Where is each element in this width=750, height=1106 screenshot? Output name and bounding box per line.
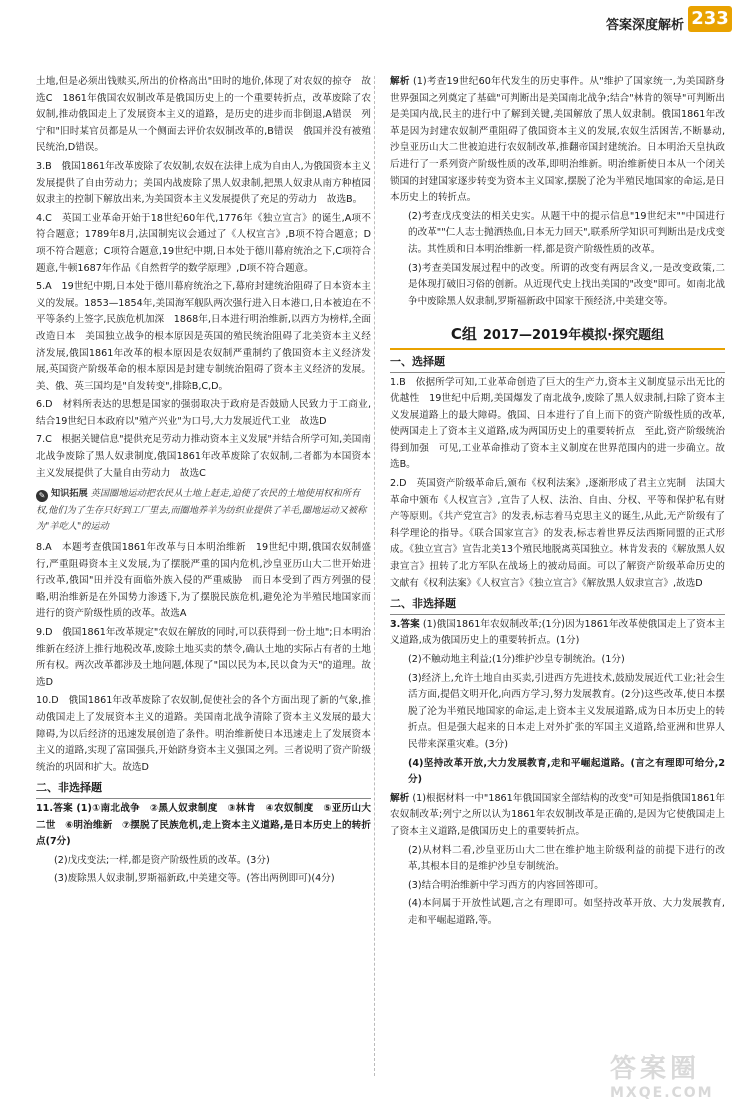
group-title-text: 2017—2019年模拟·探究题组 xyxy=(482,328,665,344)
answer-4: 4.C 英国工业革命开始于18世纪60年代,1776年《独立宣言》的诞生,A项不符合题意；1789年8月,法国制宪议会通过了《人权宣言》,B项不符合题意；D项不符合题意；C项符合题意,19世纪中期,日本处于德川幕府统治之下,C项符合题意,牛顿1687年作品《自然哲学的数学原理》,D项不符合题意。 xyxy=(36,212,371,274)
note-text: 英国圈地运动把农民从土地上赶走,迫使了农民的土地使用权和所有权,他们为了生存只好到工厂里去,而圈地养羊为纺织业提供了羊毛,圈地运动又被称为"羊吃人"的运动 xyxy=(36,488,367,533)
page-number: 233 xyxy=(688,6,732,32)
knowledge-icon: ✎ xyxy=(36,490,48,502)
group-c-title xyxy=(390,326,725,350)
page-header xyxy=(0,0,750,40)
answer-continued: 土地,但是必须出钱赎买,所出的价格高出"田时的地价,体现了对农奴的掠夺 故选C 1861年俄国农奴制改革是俄国历史上的一个重要转折点，改革废除了农奴制,推动俄国走上了发展资本主义的道路，是历史的进步而非倒退,A错误 列宁和"旧时某官员都是从一个侧面去评价农奴制改革的,B错误 俄国并没有被殖民统治,D错误。 xyxy=(36,76,371,154)
c-analysis-4: (4)本问属于开放性试题,言之有理即可。如坚持改革开放、大力发展教育,走和平崛起道路,等。 xyxy=(408,898,725,926)
section-nonchoice: 二、非选择题 xyxy=(36,780,371,799)
answer-11-part3: (3)废除黑人奴隶制,罗斯福新政,中美建交等。(答出两例即可)(4分) xyxy=(54,873,335,885)
analysis-label: 解析 xyxy=(390,76,410,87)
c-answer-3-part4: (4)坚持改革开放,大力发展教育,走和平崛起道路。(言之有理即可给分,2分) xyxy=(408,757,725,786)
watermark-line1: 答案圈 xyxy=(610,1054,701,1084)
c-answer-3-label: 3.答案 xyxy=(390,618,420,630)
answer-9: 9.D 俄国1861年改革规定"农奴在解放的同时,可以获得到一份土地";日本明治维新在经济上推行地税改革,废除土地买卖的禁令,确认土地的实际占有者的土地所有权。两次改革都涉及土地问题,体现了"国以民为本,民以食为天"的道理。故选D xyxy=(36,627,371,688)
c-answer-3-part1: (1)俄国1861年农奴制改革;(1分)因为1861年改革使俄国走上了资本主义道路,成为俄国历史上的重要转折点。(1分) xyxy=(390,618,725,647)
c-answer-3-part3: (3)经济上,允许土地自由买卖,引进西方先进技术,鼓励发展近代工业;社会生活方面,提倡文明开化,向西方学习,努力发展教育。(2分)这些改革,使日本摆脱了沦为半殖民地国家的命运,走上资本主义发展道路,成为日本历史上的转折点。但是强大起来的日本走上对外扩张的军国主义道路,给亚洲和世界人民带来深重灾难。(3分) xyxy=(408,672,725,750)
c-answer-3-part2: (2)不触动地主利益;(1分)维护沙皇专制统治。(1分) xyxy=(408,654,625,665)
knowledge-note xyxy=(36,485,371,537)
header-title: 答案深度解析 xyxy=(605,18,684,33)
section-nonchoice-c: 二、非选择题 xyxy=(390,596,725,615)
analysis-2: (2)考查戊戌变法的相关史实。从题干中的提示信息"19世纪末""中国进行的改革""仁人志士抛洒热血,日本无力回天",联系所学知识可判断出是戊戌变法。其性质和日本明治维新一样,都是资产阶级性质的改革。 xyxy=(408,210,725,255)
analysis-3: (3)考查美国发展过程中的改变。所谓的改变有两层含义,一是改变政策,二是体现打破旧习俗的创新。从近现代史上找出美国的"改变"即可。如南北战争中废除黑人奴隶制,罗斯福新政中国家干预经济,中美建交等。 xyxy=(408,262,725,307)
section-choice: 一、选择题 xyxy=(390,354,725,373)
c-answer-2: 2.D 英国资产阶级革命后,颁布《权利法案》,逐渐形成了君主立宪制 法国大革命中颁布《人权宣言》,宣告了人权、法治、自由、分权、平等和保护私有财产等原则。《共产党宣言》的发表,标志着马克思主义的诞生,从此,无产阶级有了科学理论的指导。《联合国家宣言》的发表,标志着世界反法西斯同盟的正式形成。《独立宣言》宣告北美13个殖民地脱离英国独立。林肯发表的《解放黑人奴隶宣言》扭转了北方军队在战场上的被动局面。可以了解资产阶级革命历史的文献有《权利法案》《人权宣言》《独立宣言》《解放黑人奴隶宣言》,故选D xyxy=(390,478,725,589)
analysis-1-text: (1)考查19世纪60年代发生的历史事件。从"维护了国家统一,为美国跻身世界强国之列奠定了基础"可判断出是美国南北战争;结合"林肯的领导"可判断出是美国内战,民主的进行中了解到关键,美国解放了黑人奴隶制。俄国1861年改革是因为封建农奴制严重阻碍了俄国资本主义的发展,农奴生活困苦,不断暴动,沙皇亚历山大二世被迫进行农奴制改革,推翻帝国封建统治。日本明治天皇执政后进行了一系列资产阶级性质的改革,即明治维新。明治维新使日本从一个闭关锁国的封建国家逐步转变为资本主义国家,摆脱了沦为半殖民地国家的命运,是日本历史上的转折点。 xyxy=(390,76,726,204)
left-column xyxy=(36,74,371,890)
answer-7: 7.C 根据关键信息"提供充足劳动力推动资本主义发展"并结合所学可知,美国南北战争废除了黑人奴隶制度,俄国1861年改革废除了农奴制,二者都为本国资本主义发展提供了大量自由劳动力 故选C xyxy=(36,434,371,479)
column-divider xyxy=(374,76,376,1076)
c-analysis-1 xyxy=(390,791,725,841)
c-analysis-1-text: (1)根据材料一中"1861年俄国国家全部结构的改变"可知是指俄国1861年农奴制改革;列宁之所以认为1861年农奴制改革是正确的,是因为它使俄国走上了资本主义道路,是俄国历史上的重要转折点。 xyxy=(390,792,725,837)
c-analysis-label: 解析 xyxy=(390,792,410,804)
group-letter: C组 xyxy=(450,325,477,344)
answer-5: 5.A 19世纪中期,日本处于德川幕府统治之下,幕府封建统治阻碍了日本资本主义的发展。1853—1854年,美国海军舰队两次强行进入日本港口,日本被迫在不平等条约上签字,民族危机加深 1868年,日本进行明治维新,以西方为榜样,全面改造日本 美国独立战争的根本原因是英国的殖民统治阻碍了北美资本主义经济发展,俄国1861年改革的根本原因是农奴制严重制约了俄国资本主义经济发展,英国资产阶级革命的根本原因是封建专制统治阻碍了资本主义经济的发展。美、俄、英三国均是"自发转变",排除B,C,D。 xyxy=(36,281,371,392)
c-answer-3 xyxy=(390,617,725,650)
watermark-logo xyxy=(610,1048,740,1101)
answer-11-label: 11.答案 xyxy=(36,802,74,814)
answer-6: 6.D 材料所表达的思想是国家的强弱取决于政府是否鼓励人民致力于工商业,结合19世纪日本政府以"殖产兴业"为口号,大力发展近代工业 故选D xyxy=(36,399,371,427)
answer-11-part1: (1)①南北战争 ②黑人奴隶制度 ③林肯 ④农奴制度 ⑤亚历山大二世 ⑥明治维新 ⑦摆脱了民族危机,走上资本主义道路,是日本历史上的转折点(7分) xyxy=(36,802,371,848)
c-answer-1: 1.B 依据所学可知,工业革命创造了巨大的生产力,资本主义制度显示出无比的优越性 19世纪中后期,美国爆发了南北战争,废除了黑人奴隶制,扫除了资本主义发展道路上的最大障碍。俄国、日本进行了自上而下的资产阶级性质的改革,使两国走上了资本主义道路,成为两国历史上的重要转折点 至此,资产阶级统治得到加强 可见,工业革命推动了资本主义制度在世界范围内的进一步确立。故选B。 xyxy=(390,376,725,471)
right-column xyxy=(390,74,725,932)
answer-11-part2: (2)戊戌变法;一样,都是资产阶级性质的改革。(3分) xyxy=(54,854,270,866)
c-analysis-3: (3)结合明治维新中学习西方的内容回答即可。 xyxy=(408,879,604,891)
answer-10: 10.D 俄国1861年改革废除了农奴制,促使社会的各个方面出现了新的气象,推动俄国走上了发展资本主义的道路。美国南北战争清除了资本主义发展的最大障碍,为以后经济的迅速发展创造了条件。明治维新使日本迅速走上了发展资本主义的道路,实现了富国强兵,开始跻身资本主义强国之列。三者说明了资产阶级统治的巩固和扩大。故选D xyxy=(36,695,371,773)
answer-3: 3.B 俄国1861年改革废除了农奴制,农奴在法律上成为自由人,为俄国资本主义发展提供了自由劳动力；美国内战废除了黑人奴隶制,把黑人奴隶从南方种植园奴隶主的控制下解放出来,为美国资本主义发展提供了充足的劳动力 故选B。 xyxy=(36,160,371,206)
note-title: 知识拓展 xyxy=(51,488,88,500)
watermark-line2: MXQE.COM xyxy=(610,1085,714,1101)
c-analysis-2: (2)从材料二看,沙皇亚历山大二世在维护地主阶级利益的前提下进行的改革,其根本目的是维护沙皇专制统治。 xyxy=(408,844,725,873)
analysis-1 xyxy=(390,74,725,207)
answer-11 xyxy=(36,801,371,851)
answer-8: 8.A 本题考查俄国1861年改革与日本明治维新 19世纪中期,俄国农奴制盛行,严重阻碍资本主义发展,为了摆脱严重的国内危机,沙皇亚历山大二世开始进行改革,俄国"田并没有面临外族入侵的严重威胁 而日本受到了西方列强的侵略,明治维新是在外国势力渗透下,为了摆脱民族危机,避免沦为半殖民地国家而进行的资产阶级性质的改革。故选A xyxy=(36,542,371,620)
